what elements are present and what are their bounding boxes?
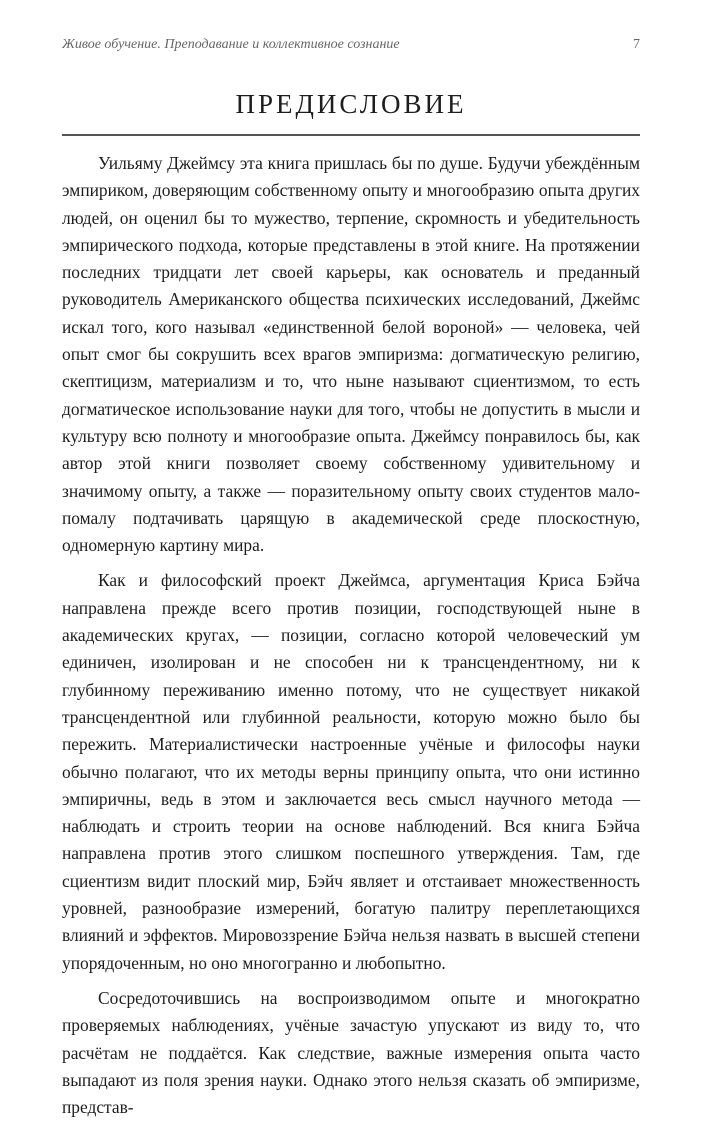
paragraph-1: Уильяму Джеймсу эта книга пришлась бы по душе. Будучи убеждённым эмпириком, доверяющим собственному опыту и многообразию опыта других людей, он оценил бы то мужество, терпение, скромность и убедительность эмпирического подхода, которые представлены в этой книге. На протяжении последних тридцати лет своей карьеры, как основатель и преданный руководитель Американского общества психических исследований, Джеймс искал того, кого называл «единственной белой вороной» — человека, чей опыт смог бы сокрушить всех врагов эмпиризма: догматическую религию, скептицизм, материализм и то, что ныне называют сциентизмом, то есть догматическое использование науки для того, чтобы не допустить в мысли и культуру всю полноту и многообразие опыта. Джеймсу понравилось бы, как автор этой книги позволяет своему собственному удивительному и значимому опыту, а также — поразительному опыту своих студентов мало-помалу подтачивать царящую в академической среде плоскостную, одномерную картину мира. [62,153,640,556]
page-number: 7 [633,37,640,52]
paragraph-2: Как и философский проект Джеймса, аргументация Криса Бэйча направлена прежде всего против позиции, господствующей ныне в академических кругах, — позиции, согласно которой человеческий ум единичен, изолирован и не способен ни к трансцендентному, ни к глубинному переживанию именно потому, что не существует никакой трансцендентной или глубинной реальности, которую можно было бы пережить. Материалистически настроенные учёные и философы науки обычно полагают, что их методы верны принципу опыта, что они истинно эмпиричны, ведь в этом и заключается весь смысл научного метода — наблюдать и строить теории на основе наблюдений. Вся книга Бэйча направлена против этого слишком поспешного утверждения. Там, где сциентизм видит плоский мир, Бэйч являет и отстаивает множественность уровней, разнообразие измерений, богатую палитру переплетающихся влияний и эффектов. Мировоззрение Бэйча нельзя назвать в высшей степени упорядоченным, но оно многогранно и любопытно. [62,570,640,973]
running-head [62,33,640,57]
body-text [62,150,640,1129]
running-head-title: Живое обучение. Преподавание и коллективное сознание [62,37,400,52]
title-rule [62,134,640,136]
chapter-title: ПРЕДИСЛОВИЕ [235,89,467,119]
paragraph-3: Сосредоточившись на воспроизводимом опыте и многократно проверяемых наблюдениях, учёные зачастую упускают из виду то, что расчётам не поддаётся. Как следствие, важные измерения опыта часто выпадают из поля зрения науки. Однако этого нельзя сказать об эмпиризме, представ- [62,987,640,1118]
